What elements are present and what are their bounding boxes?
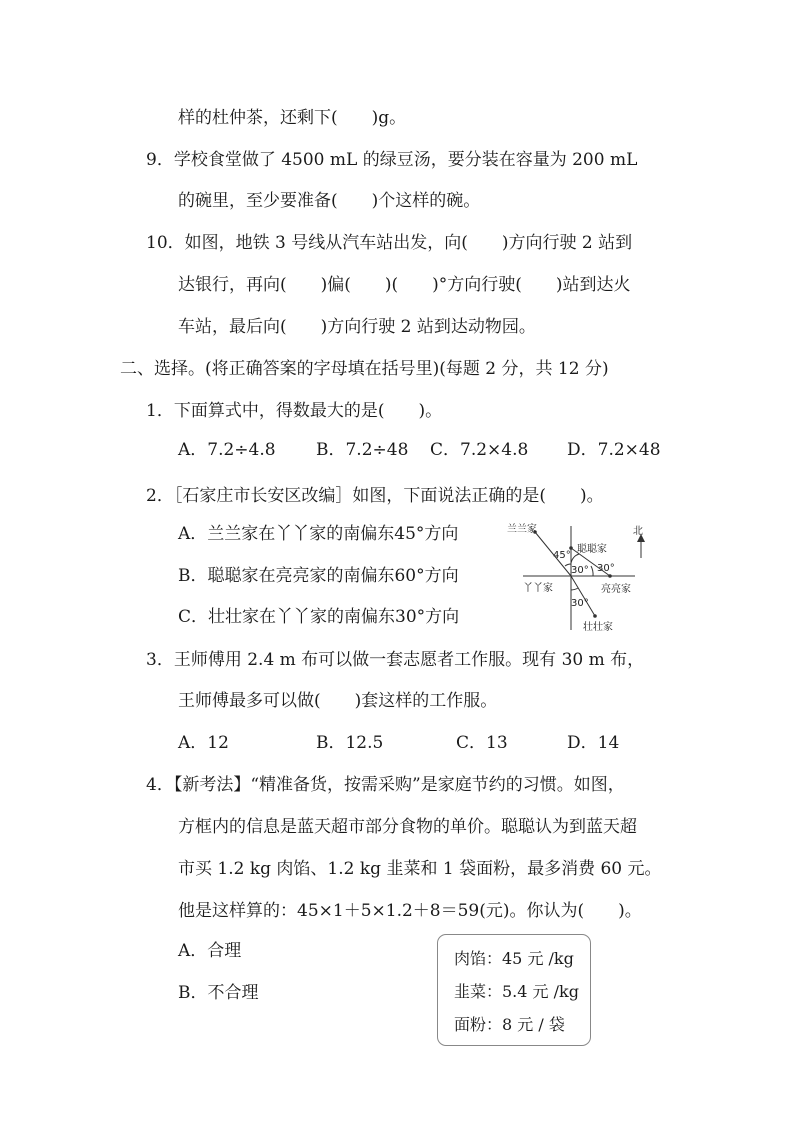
angle-45-label: 45° (553, 550, 571, 561)
q3-option-a[interactable]: A．12 (178, 733, 229, 753)
angle-30b-label: 30° (597, 563, 615, 574)
text-line-7: 二、选择。(将正确答案的字母填在括号里)(每题 2 分，共 12 分) (120, 359, 609, 379)
price-meat: 肉馅：45 元 /kg (454, 949, 574, 968)
text-line-20: B．不合理 (178, 983, 259, 1003)
q1-option-c[interactable]: C．7.2×4.8 (430, 440, 529, 460)
q3-option-d[interactable]: D．14 (567, 733, 620, 753)
text-line-11: B．聪聪家在亮亮家的南偏东60°方向 (178, 566, 459, 586)
text-line-3: 的碗里，至少要准备( )个这样的碗。 (178, 191, 481, 211)
line-to-zhuangzhuang (571, 576, 595, 616)
q1-option-a[interactable]: A．7.2÷4.8 (178, 440, 276, 460)
q1-option-b[interactable]: B．7.2÷48 (316, 440, 409, 460)
text-line-16: 方框内的信息是蓝天超市部分食物的单价。聪聪认为到蓝天超 (178, 817, 637, 837)
liangliang-label: 亮亮家 (601, 584, 631, 595)
lanlan-label: 兰兰家 (507, 524, 537, 535)
text-line-6: 车站，最后向( )方向行驶 2 站到达动物园。 (178, 317, 536, 337)
zhuangzhuang-label: 壮壮家 (583, 622, 613, 633)
text-line-15: 4．【新考法】“精准备货，按需采购”是家庭节约的习惯。如图， (146, 775, 625, 795)
angle-arc-30b (591, 566, 593, 576)
q1-option-d[interactable]: D．7.2×48 (567, 440, 661, 460)
text-line-1: 样的杜仲茶，还剩下( )g。 (178, 108, 407, 128)
text-line-17: 市买 1.2 kg 肉馅、1.2 kg 韭菜和 1 袋面粉，最多消费 60 元。 (178, 859, 662, 879)
text-line-13: 3．王师傅用 2.4 m 布可以做一套志愿者工作服。现有 30 m 布， (146, 650, 645, 670)
text-line-2: 9．学校食堂做了 4500 mL 的绿豆汤，要分装在容量为 200 mL (146, 150, 638, 170)
q3-option-b[interactable]: B．12.5 (316, 733, 384, 753)
angle-arc-30a (571, 554, 579, 563)
price-chives: 韭菜：5.4 元 /kg (454, 982, 579, 1001)
angle-arc-30c (571, 588, 578, 590)
congcong-label: 聪聪家 (577, 544, 607, 555)
angle-30a-label: 30° (571, 565, 589, 576)
north-label: 北 (633, 526, 643, 537)
text-line-12: C．壮壮家在丫丫家的南偏东30°方向 (178, 607, 460, 627)
text-line-5: 达银行，再向( )偏( )( )°方向行驶( )站到达火 (178, 275, 631, 295)
text-line-10: A．兰兰家在丫丫家的南偏东45°方向 (178, 524, 459, 544)
angle-30c-label: 30° (571, 598, 589, 609)
price-flour: 面粉：8 元 / 袋 (454, 1015, 565, 1034)
text-line-9: 2．［石家庄市长安区改编］如图，下面说法正确的是( )。 (146, 486, 604, 506)
direction-diagram (505, 518, 655, 638)
liangliang-dot (608, 574, 612, 578)
zhuangzhuang-dot (593, 614, 597, 618)
yaya-label: 丫丫家 (523, 583, 553, 594)
text-line-18: 他是这样算的：45×1＋5×1.2＋8＝59(元)。你认为( )。 (178, 901, 642, 921)
text-line-8: 1．下面算式中，得数最大的是( )。 (146, 401, 443, 421)
text-line-19: A．合理 (178, 941, 242, 961)
text-line-4: 10．如图，地铁 3 号线从汽车站出发，向( )方向行驶 2 站到 (146, 233, 633, 253)
price-info-box (437, 934, 591, 1046)
q3-option-c[interactable]: C．13 (456, 733, 508, 753)
text-line-14: 王师傅最多可以做( )套这样的工作服。 (178, 691, 498, 711)
